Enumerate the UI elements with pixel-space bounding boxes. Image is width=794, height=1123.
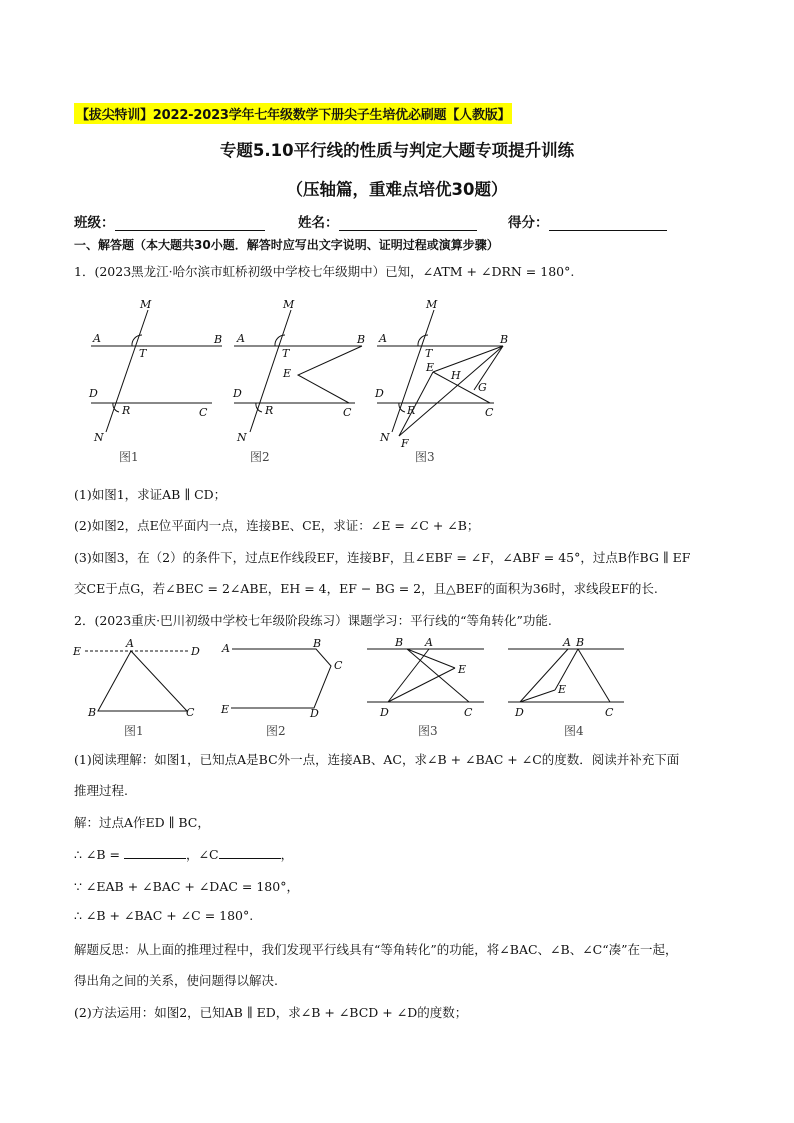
q2-label-C-2: C — [334, 659, 343, 672]
label-M-3: M — [426, 298, 438, 311]
label-R-3: R — [407, 404, 416, 417]
q2-fig2-caption: 图2 — [266, 724, 286, 738]
q1-fig1-caption: 图1 — [119, 450, 139, 464]
q2-label-A-1: A — [126, 637, 134, 650]
q2-label-B-3: B — [395, 636, 404, 649]
q2-stem: 2．(2023重庆·巴川初级中学校七年级阶段练习）课题学习：平行线的“等角转化”功能. — [74, 613, 552, 628]
label-F-3: F — [401, 437, 409, 450]
label-A-2: A — [237, 332, 245, 345]
answer-blank-1[interactable] — [124, 846, 186, 859]
section-heading: 一、解答题（本大题共30小题．解答时应写出文字说明、证明过程或演算步骤） — [74, 238, 499, 252]
q2-label-A-4: A — [563, 636, 571, 649]
q2-label-B-1: B — [88, 706, 97, 719]
q1-fig3-caption: 图3 — [415, 450, 435, 464]
page-subtitle: （压轴篇，重难点培优30题） — [286, 180, 508, 199]
q2-label-A-2: A — [222, 642, 230, 655]
label-D-3: D — [375, 387, 384, 400]
q2-solution-intro: 解：过点A作ED ∥ BC， — [74, 815, 210, 830]
q2-fig1-caption: 图1 — [124, 724, 144, 738]
label-N-3: N — [380, 431, 390, 444]
class-label: 班级： — [74, 215, 115, 231]
q1-part2: (2)如图2，点E位平面内一点，连接BE、CE，求证：∠E = ∠C + ∠B； — [74, 518, 480, 533]
label-G-3: G — [478, 381, 487, 394]
q2-label-D-3: D — [380, 706, 389, 719]
label-N-1: N — [94, 431, 104, 444]
q2-step1-c: ， — [280, 847, 294, 862]
q2-figure-3 — [367, 649, 484, 702]
label-E-3: E — [426, 361, 435, 374]
q1-part3-line1: (3)如图3，在（2）的条件下，过点E作线段EF，连接BF，且∠EBF = ∠F，∠ABF = 45°，过点B作BG ∥ EF — [74, 550, 691, 565]
label-T-2: T — [282, 347, 290, 360]
q2-label-C-4: C — [605, 706, 614, 719]
q2-part1-line2: 推理过程. — [74, 783, 128, 798]
q2-label-C-3: C — [464, 706, 473, 719]
label-H-3: H — [451, 369, 461, 382]
label-B-1: B — [214, 333, 223, 346]
q2-label-D-4: D — [515, 706, 524, 719]
q2-label-C-1: C — [186, 706, 195, 719]
q2-fig4-caption: 图4 — [564, 724, 584, 738]
label-M-2: M — [283, 298, 295, 311]
q2-label-B-4: B — [576, 636, 585, 649]
label-C-3: C — [485, 406, 494, 419]
name-label: 姓名： — [298, 215, 339, 231]
answer-blank-2[interactable] — [219, 846, 281, 859]
q1-stem: 1．(2023黑龙江·哈尔滨市虹桥初级中学校七年级期中）已知，∠ATM + ∠DRN = 180°. — [74, 264, 575, 279]
q2-step2: ∵ ∠EAB + ∠BAC + ∠DAC = 180°， — [74, 879, 299, 894]
q2-step3: ∴ ∠B + ∠BAC + ∠C = 180°. — [74, 908, 254, 923]
q1-part1: (1)如图1，求证AB ∥ CD； — [74, 487, 227, 502]
q2-part1-line1: (1)阅读理解：如图1，已知点A是BC外一点，连接AB、AC，求∠B + ∠BAC + ∠C的度数．阅读并补充下面 — [74, 752, 680, 767]
q2-label-A-3: A — [425, 636, 433, 649]
q2-step1-a: ∴ ∠B = — [74, 847, 121, 862]
q2-label-E-4: E — [558, 683, 567, 696]
q2-figure-1 — [85, 651, 190, 711]
q2-label-B-2: B — [313, 637, 322, 650]
q2-fig3-caption: 图3 — [418, 724, 438, 738]
label-D-1: D — [89, 387, 98, 400]
score-label: 得分： — [508, 215, 549, 231]
label-R-1: R — [122, 404, 131, 417]
label-C-2: C — [343, 406, 352, 419]
label-B-3: B — [500, 333, 509, 346]
q2-label-E-2: E — [221, 703, 230, 716]
q2-label-E-3: E — [458, 663, 467, 676]
q2-step1 — [74, 845, 293, 863]
label-D-2: D — [233, 387, 242, 400]
label-A-3: A — [379, 332, 387, 345]
header-banner: 【拔尖特训】2022-2023学年七年级数学下册尖子生培优必刷题【人教版】 — [74, 103, 512, 124]
q1-fig2-caption: 图2 — [250, 450, 270, 464]
q1-part3-line2: 交CE于点G，若∠BEC = 2∠ABE，EH = 4，EF − BG = 2，且△BEF的面积为36时，求线段EF的长. — [74, 581, 658, 596]
label-A-1: A — [93, 332, 101, 345]
label-T-1: T — [139, 347, 147, 360]
label-B-2: B — [357, 333, 366, 346]
label-M-1: M — [140, 298, 152, 311]
q2-reflection-line1: 解题反思：从上面的推理过程中，我们发现平行线具有“等角转化”的功能，将∠BAC、∠B、∠C“凑”在一起， — [74, 942, 678, 957]
label-T-3: T — [425, 347, 433, 360]
label-E-2: E — [283, 367, 292, 380]
q2-part2: (2)方法运用：如图2，已知AB ∥ ED，求∠B + ∠BCD + ∠D的度数； — [74, 1005, 468, 1020]
label-C-1: C — [199, 406, 208, 419]
q2-figure-2 — [231, 649, 331, 708]
label-N-2: N — [237, 431, 247, 444]
label-R-2: R — [265, 404, 274, 417]
q2-step1-b: ，∠C — [186, 847, 219, 862]
q2-label-E-1: E — [73, 645, 82, 658]
q2-label-D-2: D — [310, 707, 319, 720]
page-title: 专题5.10平行线的性质与判定大题专项提升训练 — [219, 141, 575, 160]
q2-reflection-line2: 得出角之间的关系，使问题得以解决. — [74, 973, 278, 988]
q2-label-D-1: D — [191, 645, 200, 658]
